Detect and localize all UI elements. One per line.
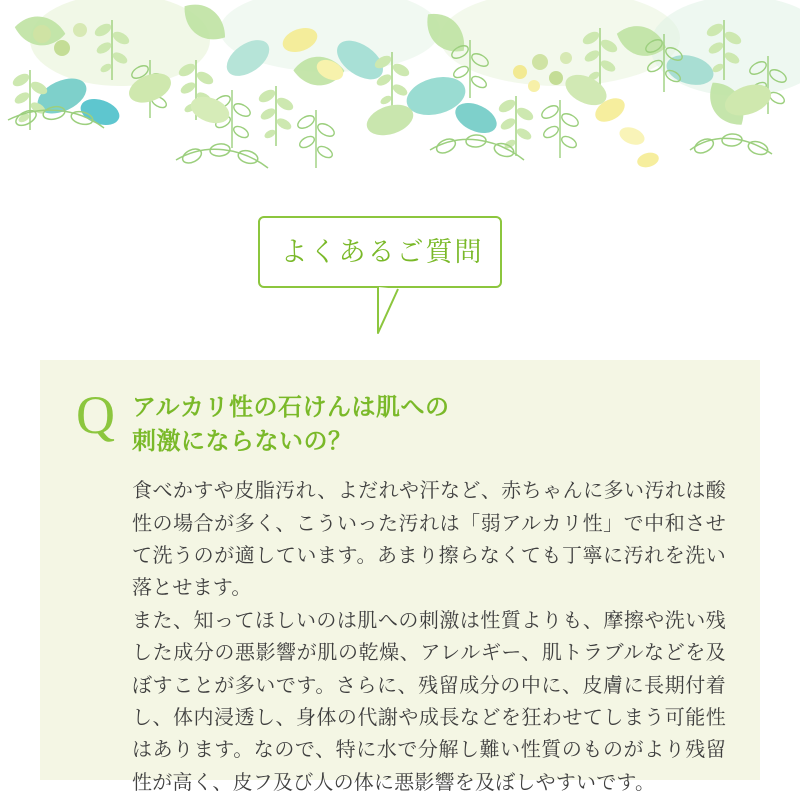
faq-panel [40, 360, 760, 794]
faq-title-bubble [258, 216, 502, 288]
leaves-illustration [0, 0, 800, 215]
faq-title-text: よくあるご質問 [280, 237, 484, 268]
faq-question-line-1: アルカリ性の石けんは肌への [132, 393, 450, 421]
faq-answer-paragraph-1: 食べかすや皮脂汚れ、よだれや汗など、赤ちゃんに多い汚れは酸性の場合が多く、こういった汚れは「弱アルカリ性」で中和させて洗うのが適しています。あまり擦らなくても丁寧に汚れを洗い落とせます。 [132, 478, 726, 600]
faq-question-text [132, 386, 450, 458]
faq-title-section [0, 216, 800, 346]
faq-answer-body [132, 474, 726, 798]
faq-content [76, 386, 726, 798]
botanical-header-decoration [0, 0, 800, 215]
faq-answer-paragraph-2: また、知ってほしいのは肌への刺激は性質よりも、摩擦や洗い残した成分の悪影響が肌の乾燥、アレルギー、肌トラブルなどを及ぼすことが多いです。さらに、残留成分の中に、皮膚に長期付着し、体内浸透し、身体の代謝や成長などを狂わせてしまう可能性はあります。なので、特に水で分解し難い性質のものがより残留性が高く、皮フ及び人の体に悪影響を及ぼしやすいです。 [132, 607, 726, 794]
faq-question-row [76, 386, 726, 458]
question-marker: Q [76, 385, 115, 445]
faq-question-line-2: 刺激にならないの？ [132, 427, 353, 456]
